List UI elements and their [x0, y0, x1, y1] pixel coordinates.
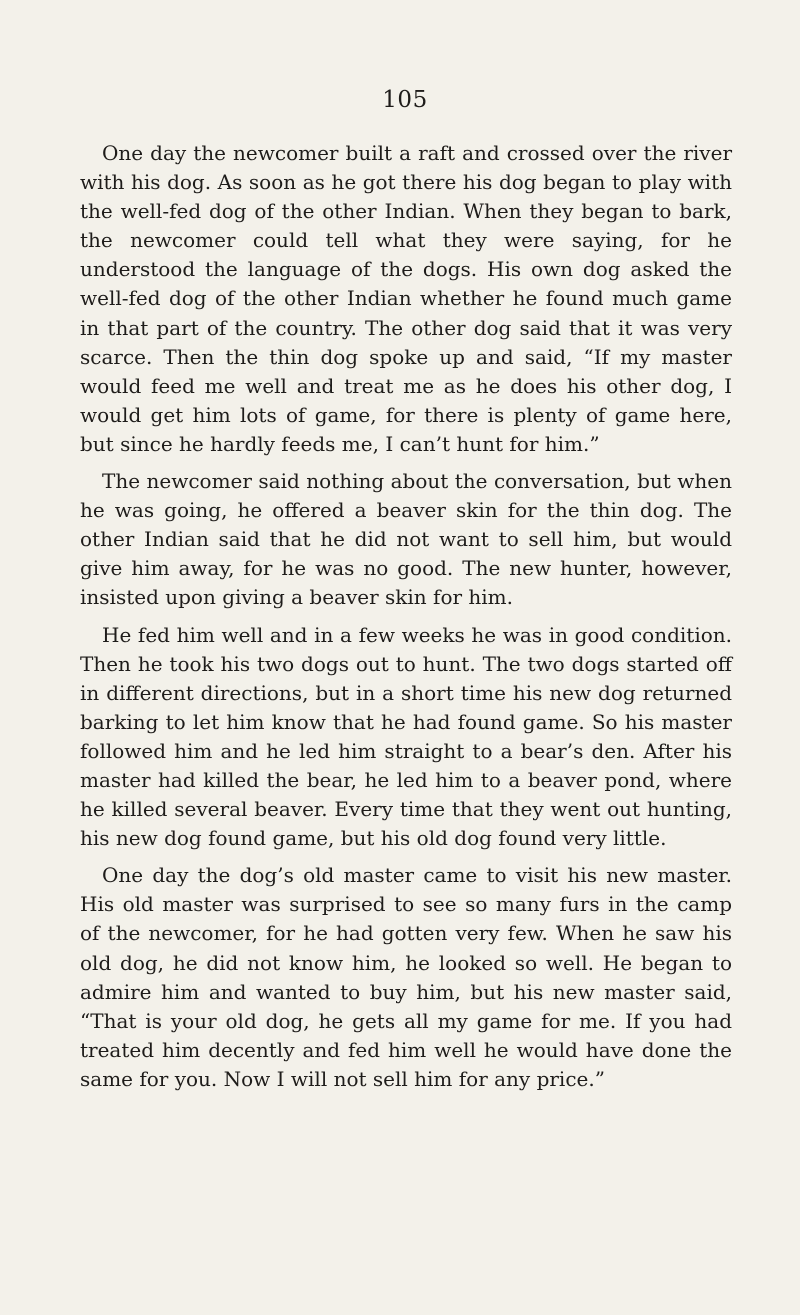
- page-number: 105: [382, 87, 428, 113]
- paragraph-1: One day the newcomer built a raft and crossed over the river with his dog. As soon as he got there his dog began to play with the well-fed dog of the other Indian. When they began to bark, the newcomer could tell what they were saying, for he understood the language of the dogs. His own dog asked the well-fed dog of the other Indian whether he found much game in that part of the country. The other dog said that it was very scarce. Then the thin dog spoke up and said, “If my master would feed me well and treat me as he does his other dog, I would get him lots of game, for there is plenty of game here, but since he hardly feeds me, I can’t hunt for him.”: [80, 141, 732, 456]
- paragraph-3: He fed him well and in a few weeks he was in good condition. Then he took his two dogs out to hunt. The two dogs started off in different directions, but in a short time his new dog returned barking to let him know that he had found game. So his master followed him and he led him straight to a bear’s den. After his master had killed the bear, he led him to a beaver pond, where he killed several beaver. Every time that they went out hunting, his new dog found game, but his old dog found very little.: [80, 622, 732, 851]
- paragraph-2: The newcomer said nothing about the conversation, but when he was going, he offered a beaver skin for the thin dog. The other Indian said that he did not want to sell him, but would give him away, for he was no good. The new hunter, however, insisted upon giving a beaver skin for him.: [80, 469, 732, 610]
- paragraph-4: One day the dog’s old master came to visit his new master. His old master was surprised to see so many furs in the camp of the newcomer, for he had gotten very few. When he saw his old dog, he did not know him, he looked so well. He began to admire him and wanted to buy him, but his new master said, “That is your old dog, he gets all my game for me. If you had treated him decently and fed him well he would have done the same for you. Now I will not sell him for any price.”: [80, 863, 732, 1091]
- body-text: [80, 139, 732, 1102]
